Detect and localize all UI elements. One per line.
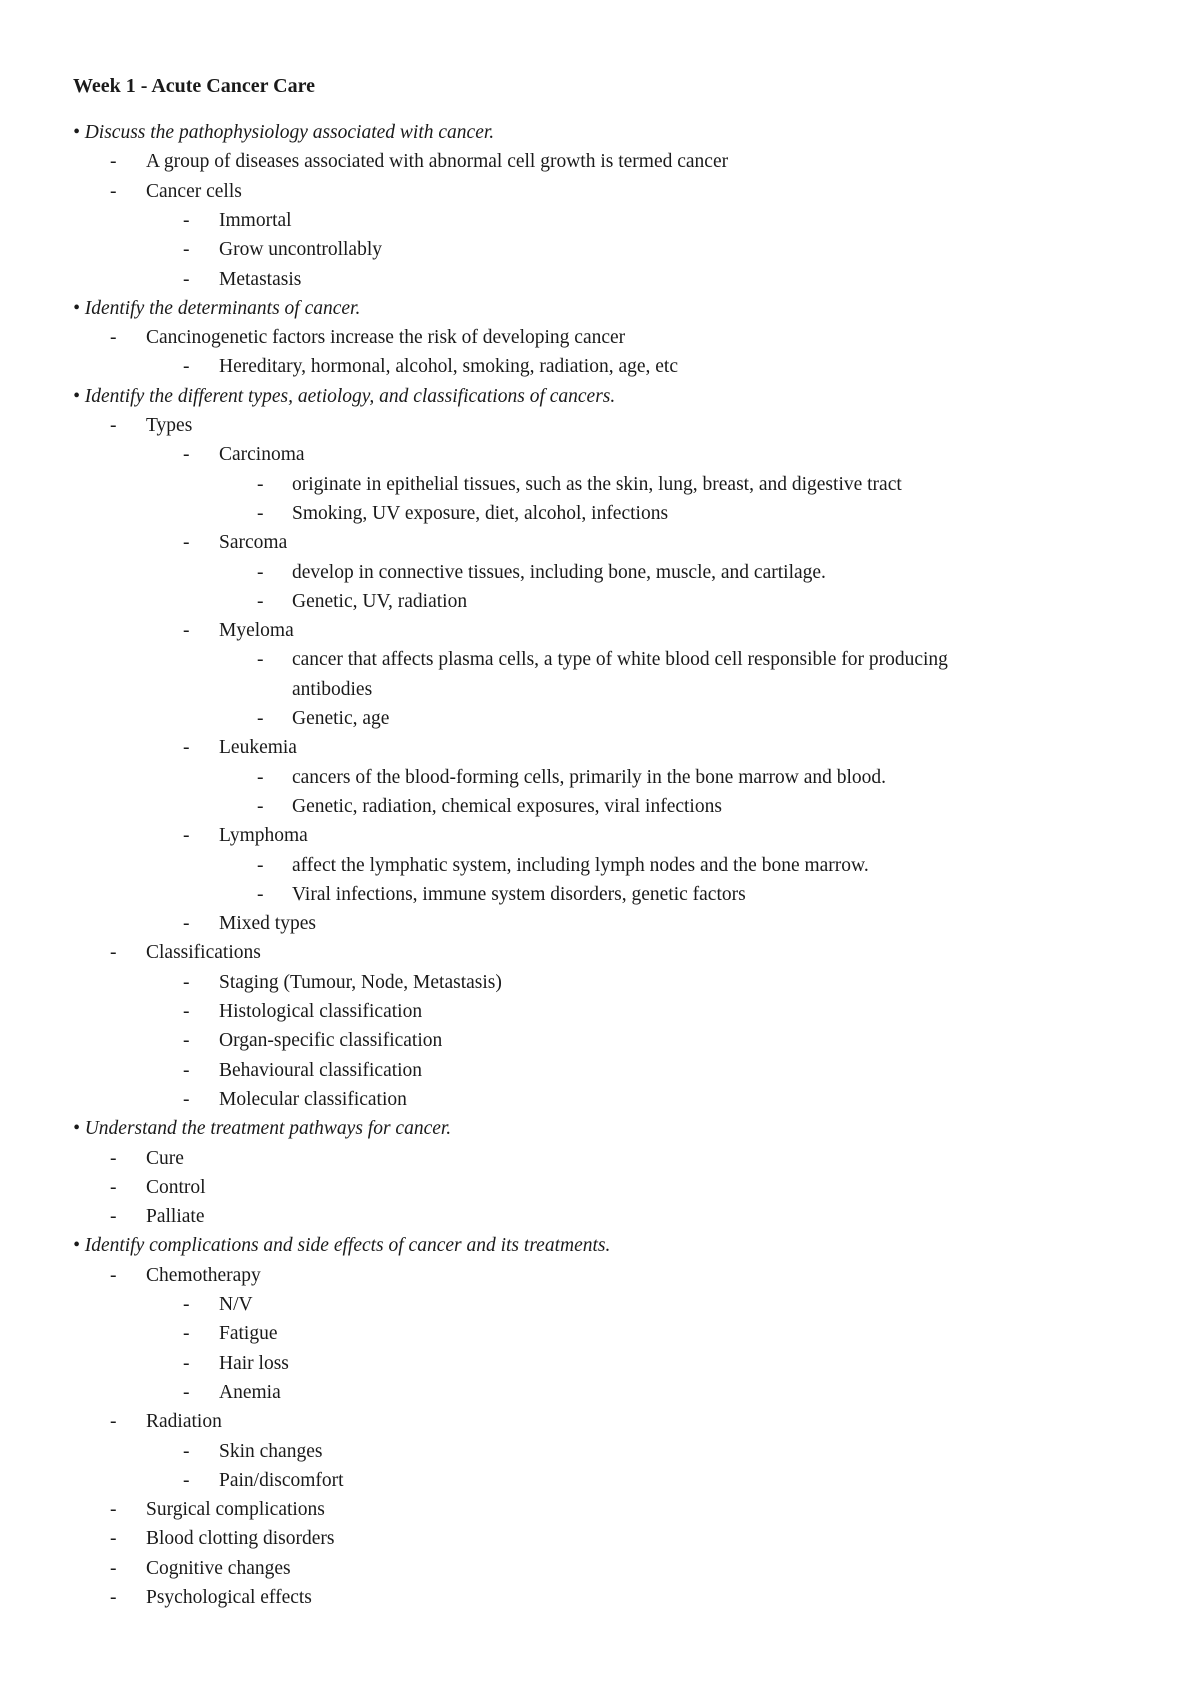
list-item-level-2 — [0, 529, 1200, 557]
dash-marker: - — [110, 1587, 117, 1608]
dash-marker: - — [257, 766, 264, 788]
list-item-level-1 — [0, 178, 1200, 206]
list-item-text: antibodies — [292, 678, 373, 700]
list-item-text: Fatigue — [219, 1323, 278, 1345]
objective-heading — [0, 1115, 1200, 1143]
list-item-level-2 — [0, 910, 1200, 938]
list-item-text: Hair loss — [219, 1352, 289, 1374]
document-title: Week 1 - Acute Cancer Care — [73, 75, 315, 97]
objective-text: • Identify complications and side effects of cancer and its treatments. — [73, 1235, 611, 1257]
list-item-level-2 — [0, 207, 1200, 235]
list-item-level-1 — [0, 1145, 1200, 1173]
dash-marker: - — [110, 942, 117, 964]
objective-heading — [0, 1232, 1200, 1260]
list-item-level-1 — [0, 1408, 1200, 1436]
list-item-level-2 — [0, 1057, 1200, 1085]
list-item-level-1 — [0, 1525, 1200, 1553]
dash-marker: - — [183, 1294, 190, 1315]
dash-marker: - — [257, 561, 264, 583]
list-item-text: Grow uncontrollably — [219, 239, 383, 261]
list-item-text: Genetic, UV, radiation — [292, 590, 468, 612]
list-item-text: Chemotherapy — [146, 1264, 261, 1286]
dash-marker: - — [183, 1381, 190, 1403]
list-item-text: N/V — [219, 1294, 253, 1315]
dash-marker: - — [110, 1528, 117, 1550]
dash-marker: - — [183, 532, 190, 554]
dash-marker: - — [183, 356, 190, 378]
list-item-level-2 — [0, 353, 1200, 381]
dash-marker: - — [183, 971, 190, 993]
list-item-text: Immortal — [219, 209, 292, 231]
list-item-level-2 — [0, 998, 1200, 1026]
list-item-level-3 — [0, 764, 1200, 792]
list-item-level-1 — [0, 1496, 1200, 1524]
list-item-text: Cancer cells — [146, 180, 242, 202]
dash-marker: - — [183, 1088, 190, 1110]
list-item-level-2 — [0, 236, 1200, 264]
dash-marker: - — [183, 1030, 190, 1052]
dash-marker: - — [183, 1323, 190, 1345]
dash-marker: - — [183, 1001, 190, 1022]
list-item-level-3 — [0, 793, 1200, 821]
dash-marker: - — [183, 737, 190, 759]
dash-marker: - — [183, 1440, 190, 1462]
list-item-text: Genetic, age — [292, 708, 390, 729]
list-item-text: Metastasis — [219, 268, 302, 290]
dash-marker: - — [110, 1557, 117, 1579]
dash-marker: - — [183, 1469, 190, 1491]
objective-text: • Identify the different types, aetiology, and classifications of cancers. — [73, 385, 616, 407]
list-item-level-1 — [0, 1555, 1200, 1583]
dash-marker: - — [183, 913, 190, 935]
dash-marker: - — [110, 327, 117, 349]
list-item-level-3 — [0, 881, 1200, 909]
list-item-text: Myeloma — [219, 620, 294, 642]
dash-marker: - — [183, 1059, 190, 1081]
dash-marker: - — [257, 473, 264, 495]
list-item-text: Blood clotting disorders — [146, 1528, 335, 1550]
dash-marker: - — [257, 708, 264, 729]
list-item-level-3 — [0, 559, 1200, 587]
dash-marker: - — [257, 590, 264, 612]
list-item-level-1 — [0, 1174, 1200, 1202]
list-item-text: Mixed types — [219, 913, 316, 935]
dash-marker: - — [110, 1206, 117, 1228]
list-item-level-3 — [0, 705, 1200, 733]
list-item-text: Carcinoma — [219, 444, 305, 466]
list-item-text: Cancinogenetic factors increase the risk of developing cancer — [146, 327, 626, 349]
list-item-level-3 — [0, 852, 1200, 880]
list-item-level-3 — [0, 646, 1200, 674]
list-item-text: cancer that affects plasma cells, a type of white blood cell responsible for producing — [292, 649, 948, 671]
list-item-text: Classifications — [146, 942, 261, 964]
dash-marker: - — [110, 1176, 117, 1198]
dash-marker: - — [110, 1411, 117, 1433]
list-item-text: Cure — [146, 1147, 184, 1169]
dash-marker: - — [257, 883, 264, 905]
list-item-level-2 — [0, 1320, 1200, 1348]
list-item-level-3 — [0, 471, 1200, 499]
dash-marker: - — [183, 825, 190, 847]
list-item-text: Surgical complications — [146, 1499, 325, 1521]
objective-text: • Identify the determinants of cancer. — [73, 297, 361, 319]
list-item-text: Palliate — [146, 1206, 205, 1228]
list-item-level-2 — [0, 1086, 1200, 1114]
dash-marker: - — [183, 1352, 190, 1374]
list-item-text: originate in epithelial tissues, such as the skin, lung, breast, and digestive tract — [292, 473, 902, 495]
list-item-level-3 — [0, 588, 1200, 616]
list-item-level-1 — [0, 148, 1200, 176]
objective-heading — [0, 295, 1200, 323]
list-item-text: Genetic, radiation, chemical exposures, viral infections — [292, 795, 722, 817]
dash-marker: - — [110, 1147, 117, 1169]
list-item-level-1 — [0, 324, 1200, 352]
dash-marker: - — [257, 649, 264, 671]
list-item-text: Histological classification — [219, 1001, 423, 1022]
list-item-text: affect the lymphatic system, including lymph nodes and the bone marrow. — [292, 854, 869, 876]
list-item-text: Hereditary, hormonal, alcohol, smoking, radiation, age, etc — [219, 356, 679, 378]
list-item-text: Anemia — [219, 1381, 281, 1403]
list-item-level-2 — [0, 822, 1200, 850]
list-item-level-2 — [0, 1027, 1200, 1055]
list-item-level-2 — [0, 1350, 1200, 1378]
list-item-text: Behavioural classification — [219, 1059, 423, 1081]
dash-marker: - — [183, 268, 190, 290]
list-item-level-1 — [0, 412, 1200, 440]
list-item-text: Skin changes — [219, 1440, 323, 1462]
dash-marker: - — [183, 620, 190, 642]
list-item-text: Sarcoma — [219, 532, 288, 554]
list-item-text: develop in connective tissues, including bone, muscle, and cartilage. — [292, 561, 826, 583]
objective-heading — [0, 119, 1200, 147]
dash-marker: - — [183, 209, 190, 231]
dash-marker: - — [110, 180, 117, 202]
list-item-level-1 — [0, 1203, 1200, 1231]
list-item-text: Psychological effects — [146, 1587, 312, 1608]
list-item-level-2 — [0, 1438, 1200, 1466]
list-item-text: Leukemia — [219, 737, 297, 759]
list-item-text: Types — [146, 415, 193, 436]
dash-marker: - — [110, 151, 117, 173]
list-item-level-2 — [0, 734, 1200, 762]
dash-marker: - — [183, 239, 190, 261]
dash-marker: - — [257, 795, 264, 817]
list-item-level-3 — [0, 500, 1200, 528]
objective-text: • Discuss the pathophysiology associated with cancer. — [73, 122, 495, 143]
dash-marker: - — [257, 502, 264, 524]
list-item-level-2 — [0, 1467, 1200, 1495]
list-item-text: Radiation — [146, 1411, 222, 1433]
list-item-text: Lymphoma — [219, 825, 308, 847]
dash-marker: - — [110, 1499, 117, 1521]
list-item-text: Organ-specific classification — [219, 1030, 443, 1052]
list-item-text: Molecular classification — [219, 1088, 407, 1110]
list-item-text: Staging (Tumour, Node, Metastasis) — [219, 971, 502, 993]
list-item-level-2 — [0, 617, 1200, 645]
list-item-level-1 — [0, 939, 1200, 967]
dash-marker: - — [110, 415, 117, 436]
list-item-level-1 — [0, 1584, 1200, 1612]
list-item-level-1 — [0, 1262, 1200, 1290]
dash-marker: - — [110, 1264, 117, 1286]
list-item-level-2 — [0, 969, 1200, 997]
list-item-level-2 — [0, 1379, 1200, 1407]
list-item-text: Smoking, UV exposure, diet, alcohol, infections — [292, 502, 669, 524]
list-item-text: A group of diseases associated with abnormal cell growth is termed cancer — [146, 151, 729, 173]
list-item-level-2 — [0, 266, 1200, 294]
objective-text: • Understand the treatment pathways for cancer. — [73, 1118, 452, 1140]
list-item-text: Control — [146, 1176, 206, 1198]
objective-heading — [0, 383, 1200, 411]
dash-marker: - — [183, 444, 190, 466]
list-item-text: Pain/discomfort — [219, 1469, 344, 1491]
list-item-level-2 — [0, 441, 1200, 469]
dash-marker: - — [257, 854, 264, 876]
list-item-text: Viral infections, immune system disorders, genetic factors — [292, 883, 746, 905]
list-item-text: Cognitive changes — [146, 1557, 291, 1579]
list-item-level-4 — [0, 676, 1200, 704]
list-item-level-2 — [0, 1291, 1200, 1319]
list-item-text: cancers of the blood-forming cells, primarily in the bone marrow and blood. — [292, 766, 887, 788]
